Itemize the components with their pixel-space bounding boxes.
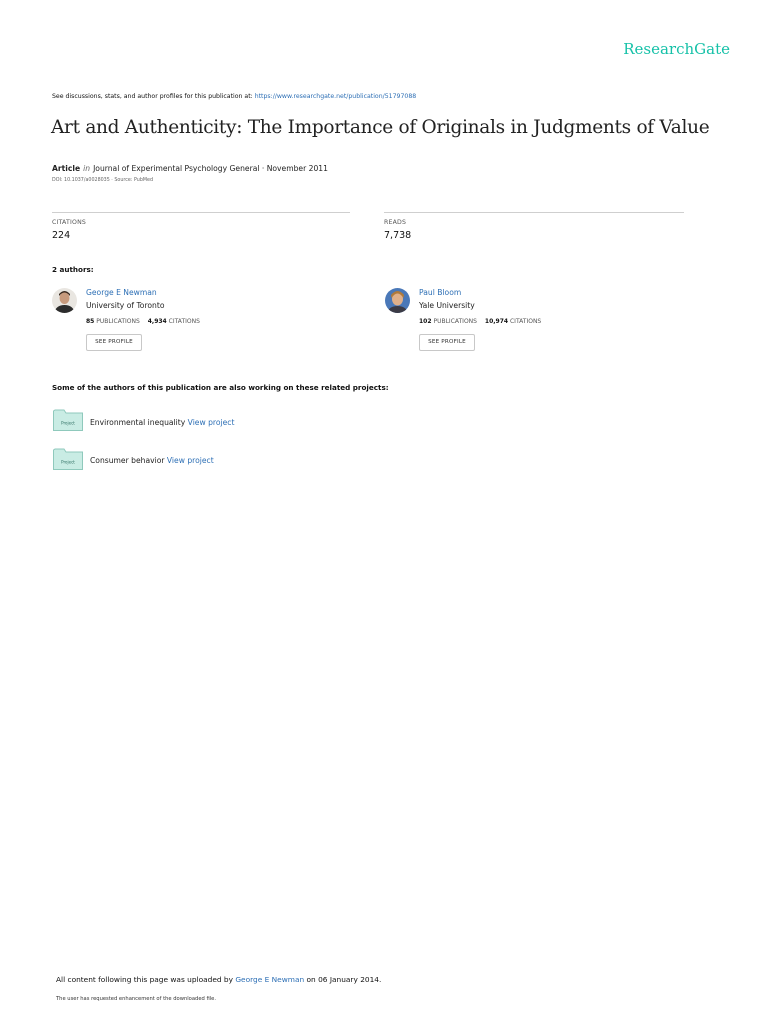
author-avatar-newman[interactable]: [52, 288, 77, 313]
citations-count: 10,974: [484, 318, 509, 325]
upload-note: [56, 975, 381, 984]
reads-label: READS: [384, 219, 407, 226]
discussion-line: [52, 93, 416, 100]
project-folder-icon: [53, 409, 83, 431]
publication-url-link[interactable]: https://www.researchgate.net/publication/51797088: [254, 93, 417, 100]
researchgate-logo[interactable]: ResearchGate: [623, 40, 730, 58]
project-folder-icon: [53, 448, 83, 470]
uploader-link[interactable]: George E Newman: [235, 975, 305, 984]
discussion-prefix: See discussions, stats, and author profiles for this publication at:: [52, 93, 255, 100]
citations-count: 4,934: [147, 318, 167, 325]
publication-title: Art and Authenticity: The Importance of Originals in Judgments of Value: [51, 117, 710, 138]
author-stats: [86, 318, 206, 325]
publication-type: Article: [52, 164, 81, 173]
related-projects-heading: Some of the authors of this publication are also working on these related projects:: [52, 383, 389, 392]
journal-info: Journal of Experimental Psychology General · November 2011: [93, 164, 328, 173]
project-name: Consumer behavior: [90, 456, 165, 465]
citations-label: CITATIONS: [509, 318, 542, 325]
see-profile-button[interactable]: SEE PROFILE: [86, 334, 142, 351]
publications-count: 85: [86, 318, 95, 325]
project-folder-label: Project: [61, 459, 75, 465]
project-folder-label: Project: [61, 420, 75, 426]
publications-label: PUBLICATIONS: [96, 318, 140, 325]
upload-suffix: on 06 January 2014.: [304, 975, 382, 984]
author-institution: Yale University: [419, 301, 475, 310]
citations-divider: [52, 212, 350, 213]
view-project-link[interactable]: View project: [187, 418, 235, 427]
citations-label: CITATIONS: [168, 318, 200, 325]
authors-heading: 2 authors:: [52, 265, 94, 274]
project-item: [90, 418, 234, 427]
reads-count: 7,738: [384, 230, 412, 241]
citations-label: CITATIONS: [52, 219, 87, 226]
author-stats: [419, 318, 547, 325]
author-name-link[interactable]: Paul Bloom: [419, 288, 462, 297]
doi-line: DOI: 10.1037/a0028035 · Source: PubMed: [52, 178, 153, 183]
project-item: [90, 456, 214, 465]
view-project-link[interactable]: View project: [166, 456, 214, 465]
publication-meta: [52, 164, 328, 173]
see-profile-button[interactable]: SEE PROFILE: [419, 334, 475, 351]
reads-divider: [384, 212, 684, 213]
publications-count: 102: [419, 318, 432, 325]
author-avatar-bloom[interactable]: [385, 288, 410, 313]
in-word: in: [83, 164, 91, 173]
upload-prefix: All content following this page was uploaded by: [56, 975, 236, 984]
publications-label: PUBLICATIONS: [433, 318, 477, 325]
citations-count: 224: [52, 230, 71, 241]
author-name-link[interactable]: George E Newman: [86, 288, 157, 297]
project-name: Environmental inequality: [90, 418, 186, 427]
author-institution: University of Toronto: [86, 301, 165, 310]
request-note: The user has requested enhancement of the downloaded file.: [56, 996, 217, 1002]
